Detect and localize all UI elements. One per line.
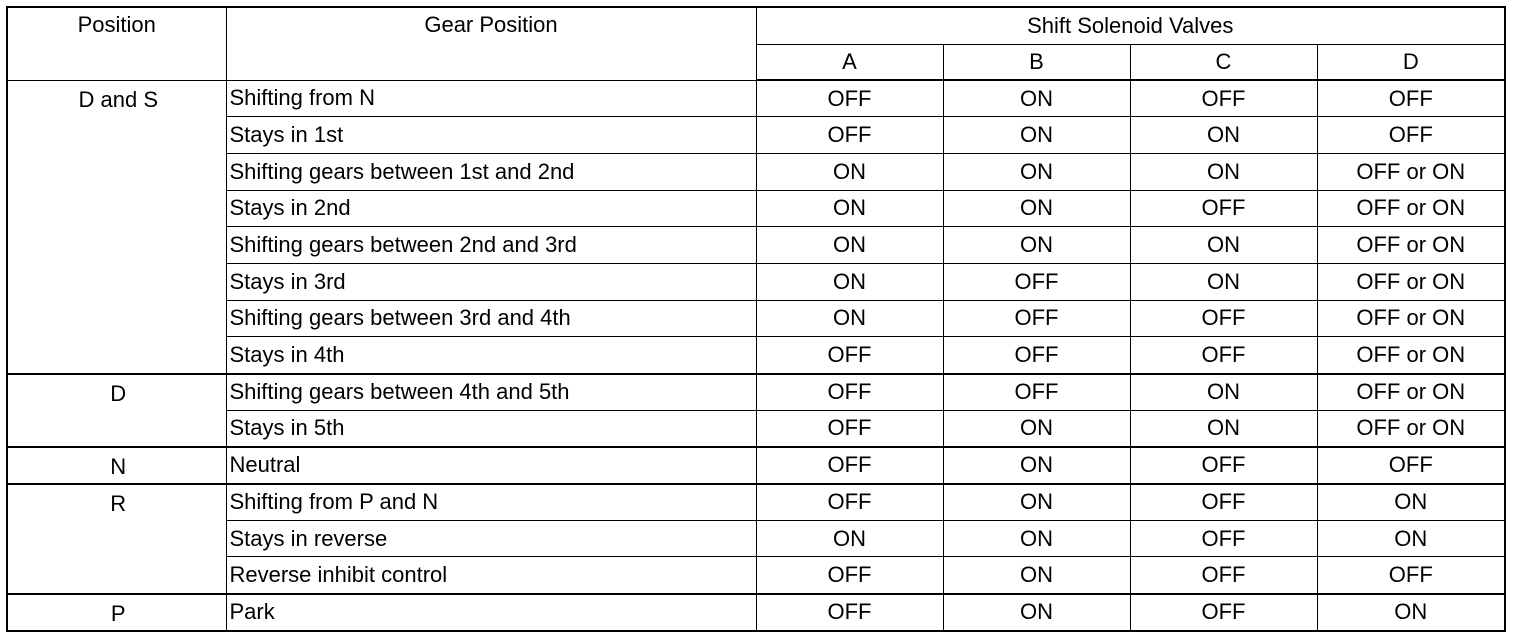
header-valve-d: D [1317, 44, 1504, 80]
valve-a-cell: ON [756, 300, 943, 337]
gear-position-cell: Neutral [226, 447, 756, 484]
valve-b-cell: ON [943, 227, 1130, 264]
shift-solenoid-table [8, 8, 1504, 630]
valve-d-cell: ON [1317, 484, 1504, 521]
valve-b-cell: ON [943, 447, 1130, 484]
header-valve-a: A [756, 44, 943, 80]
valve-b-cell: OFF [943, 374, 1130, 411]
valve-a-cell: OFF [756, 80, 943, 117]
valve-d-cell: OFF [1317, 80, 1504, 117]
valve-a-cell: OFF [756, 117, 943, 154]
gear-position-cell: Stays in 2nd [226, 190, 756, 227]
valve-d-cell: OFF or ON [1317, 337, 1504, 374]
header-gear-position: Gear Position [226, 8, 756, 80]
valve-d-cell: OFF or ON [1317, 227, 1504, 264]
gear-position-cell: Shifting from P and N [226, 484, 756, 521]
position-cell: N [8, 447, 226, 484]
valve-a-cell: ON [756, 227, 943, 264]
valve-c-cell: ON [1130, 374, 1317, 411]
valve-a-cell: ON [756, 190, 943, 227]
table-row [8, 80, 1504, 117]
valve-b-cell: ON [943, 520, 1130, 557]
table-row [8, 374, 1504, 411]
table-row [8, 337, 1504, 374]
gear-position-cell: Park [226, 594, 756, 631]
valve-b-cell: ON [943, 594, 1130, 631]
valve-c-cell: ON [1130, 410, 1317, 447]
valve-a-cell: OFF [756, 557, 943, 594]
valve-d-cell: OFF or ON [1317, 190, 1504, 227]
valve-b-cell: OFF [943, 300, 1130, 337]
valve-a-cell: ON [756, 520, 943, 557]
header-valve-b: B [943, 44, 1130, 80]
table-row [8, 153, 1504, 190]
table-row [8, 117, 1504, 154]
table-row [8, 484, 1504, 521]
valve-d-cell: ON [1317, 594, 1504, 631]
gear-position-cell: Stays in 1st [226, 117, 756, 154]
valve-a-cell: OFF [756, 374, 943, 411]
valve-a-cell: OFF [756, 484, 943, 521]
valve-d-cell: OFF or ON [1317, 153, 1504, 190]
gear-position-cell: Stays in 3rd [226, 263, 756, 300]
table-body [8, 80, 1504, 630]
valve-c-cell: OFF [1130, 484, 1317, 521]
valve-d-cell: OFF or ON [1317, 410, 1504, 447]
valve-c-cell: OFF [1130, 594, 1317, 631]
position-cell: P [8, 594, 226, 631]
valve-c-cell: ON [1130, 227, 1317, 264]
table-row [8, 300, 1504, 337]
valve-a-cell: OFF [756, 410, 943, 447]
valve-b-cell: ON [943, 80, 1130, 117]
gear-position-cell: Stays in reverse [226, 520, 756, 557]
valve-b-cell: ON [943, 153, 1130, 190]
valve-d-cell: OFF [1317, 557, 1504, 594]
valve-d-cell: OFF [1317, 447, 1504, 484]
valve-a-cell: OFF [756, 337, 943, 374]
valve-c-cell: OFF [1130, 80, 1317, 117]
valve-a-cell: OFF [756, 594, 943, 631]
table-row [8, 557, 1504, 594]
position-cell: R [8, 484, 226, 594]
valve-a-cell: OFF [756, 447, 943, 484]
gear-position-cell: Shifting from N [226, 80, 756, 117]
gear-position-cell: Shifting gears between 2nd and 3rd [226, 227, 756, 264]
valve-c-cell: OFF [1130, 300, 1317, 337]
position-cell: D and S [8, 80, 226, 374]
position-cell: D [8, 374, 226, 447]
gear-position-cell: Shifting gears between 4th and 5th [226, 374, 756, 411]
valve-b-cell: ON [943, 190, 1130, 227]
valve-c-cell: ON [1130, 117, 1317, 154]
gear-position-cell: Shifting gears between 3rd and 4th [226, 300, 756, 337]
valve-c-cell: OFF [1130, 520, 1317, 557]
valve-d-cell: OFF or ON [1317, 300, 1504, 337]
header-position: Position [8, 8, 226, 80]
table-row [8, 520, 1504, 557]
valve-c-cell: OFF [1130, 557, 1317, 594]
solenoid-table-frame [6, 6, 1506, 632]
valve-d-cell: OFF [1317, 117, 1504, 154]
table-row [8, 410, 1504, 447]
gear-position-cell: Shifting gears between 1st and 2nd [226, 153, 756, 190]
valve-d-cell: ON [1317, 520, 1504, 557]
header-shift-solenoid-valves: Shift Solenoid Valves [756, 8, 1504, 44]
valve-b-cell: ON [943, 410, 1130, 447]
table-row [8, 263, 1504, 300]
valve-a-cell: ON [756, 153, 943, 190]
valve-c-cell: OFF [1130, 447, 1317, 484]
table-row [8, 227, 1504, 264]
valve-b-cell: ON [943, 557, 1130, 594]
valve-d-cell: OFF or ON [1317, 263, 1504, 300]
table-row [8, 447, 1504, 484]
valve-a-cell: ON [756, 263, 943, 300]
valve-b-cell: ON [943, 117, 1130, 154]
valve-d-cell: OFF or ON [1317, 374, 1504, 411]
valve-b-cell: OFF [943, 337, 1130, 374]
valve-c-cell: OFF [1130, 190, 1317, 227]
gear-position-cell: Reverse inhibit control [226, 557, 756, 594]
header-valve-c: C [1130, 44, 1317, 80]
table-row [8, 594, 1504, 631]
valve-c-cell: ON [1130, 153, 1317, 190]
table-row [8, 190, 1504, 227]
valve-c-cell: ON [1130, 263, 1317, 300]
gear-position-cell: Stays in 5th [226, 410, 756, 447]
valve-c-cell: OFF [1130, 337, 1317, 374]
valve-b-cell: OFF [943, 263, 1130, 300]
gear-position-cell: Stays in 4th [226, 337, 756, 374]
valve-b-cell: ON [943, 484, 1130, 521]
